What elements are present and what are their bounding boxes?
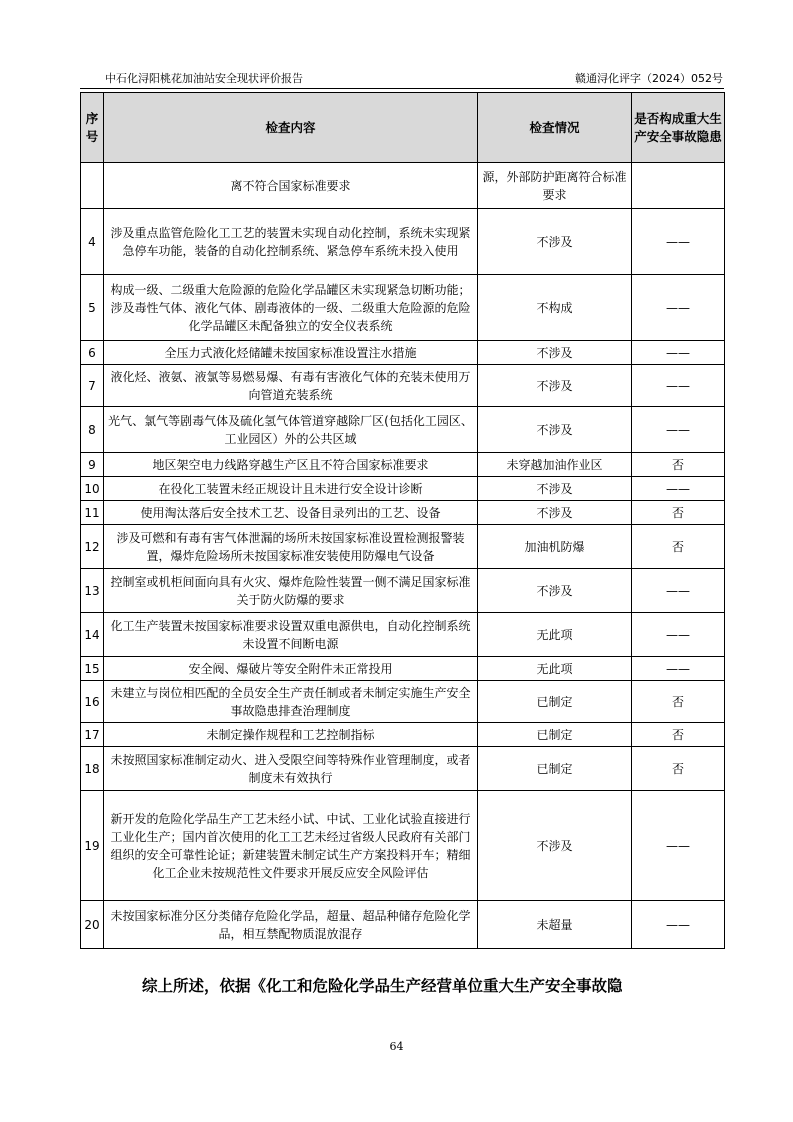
row-content: 安全阀、爆破片等安全附件未正常投用 [104,657,478,681]
row-result: —— [632,341,725,365]
row-status: 已制定 [478,747,632,791]
table-row [81,501,725,525]
table-row [81,365,725,407]
row-number: 18 [81,747,104,791]
table-body [81,163,725,949]
row-content: 涉及重点监管危险化工工艺的装置未实现自动化控制，系统未实现紧急停车功能，装备的自动化控制系统、紧急停车系统未投入使用 [104,209,478,275]
row-number: 5 [81,275,104,341]
row-number: 13 [81,569,104,613]
table-row [81,163,725,209]
col-header-status: 检查情况 [478,93,632,163]
row-status: 加油机防爆 [478,525,632,569]
row-result: —— [632,407,725,453]
row-content: 未制定操作规程和工艺控制指标 [104,723,478,747]
row-status: 不涉及 [478,209,632,275]
row-number: 9 [81,453,104,477]
row-status: 不涉及 [478,501,632,525]
table-row [81,453,725,477]
inspection-table [80,92,725,949]
row-content: 地区架空电力线路穿越生产区且不符合国家标准要求 [104,453,478,477]
row-number: 4 [81,209,104,275]
table-row [81,275,725,341]
table-row [81,681,725,723]
row-result: 否 [632,723,725,747]
row-content: 光气、氯气等剧毒气体及硫化氢气体管道穿越除厂区(包括化工园区、工业园区）外的公共区域 [104,407,478,453]
table-row [81,657,725,681]
row-number: 11 [81,501,104,525]
row-status: 不涉及 [478,477,632,501]
row-content: 未按国家标准分区分类储存危险化学品，超量、超品种储存危险化学品，相互禁配物质混放混存 [104,901,478,949]
row-content: 涉及可燃和有毒有害气体泄漏的场所未按国家标准设置检测报警装置，爆炸危险场所未按国家标准安装使用防爆电气设备 [104,525,478,569]
table-row [81,613,725,657]
table-row [81,209,725,275]
row-status: 不涉及 [478,365,632,407]
row-number: 10 [81,477,104,501]
table-row [81,747,725,791]
row-result: 否 [632,501,725,525]
table-row [81,407,725,453]
row-status: 源，外部防护距离符合标准要求 [478,163,632,209]
row-result [632,163,725,209]
conclusion-text: 综上所述，依据《化工和危险化学品生产经营单位重大生产安全事故隐 [142,976,623,995]
col-header-result: 是否构成重大生产安全事故隐患 [632,93,725,163]
table-row [81,901,725,949]
row-content: 使用淘汰落后安全技术工艺、设备目录列出的工艺、设备 [104,501,478,525]
page-number: 64 [389,1040,404,1053]
row-number: 15 [81,657,104,681]
row-status: 未穿越加油作业区 [478,453,632,477]
row-content: 液化烃、液氨、液氯等易燃易爆、有毒有害液化气体的充装未使用万向管道充装系统 [104,365,478,407]
row-number: 20 [81,901,104,949]
row-result: 否 [632,681,725,723]
row-status: 不涉及 [478,407,632,453]
row-number: 16 [81,681,104,723]
row-result: —— [632,569,725,613]
row-number: 8 [81,407,104,453]
report-code: 赣通浔化评字（2024）052号 [575,72,723,85]
row-content: 新开发的危险化学品生产工艺未经小试、中试、工业化试验直接进行工业化生产；国内首次使用的化工工艺未经过省级人民政府有关部门组织的安全可靠性论证；新建装置未制定试生产方案投料开车；精细化工企业未按规范性文件要求开展反应安全风险评估 [104,791,478,901]
row-status: 不构成 [478,275,632,341]
col-header-no: 序号 [81,93,104,163]
row-result: 否 [632,525,725,569]
row-result: 否 [632,453,725,477]
row-status: 无此项 [478,657,632,681]
row-number: 6 [81,341,104,365]
row-content: 未按照国家标准制定动火、进入受限空间等特殊作业管理制度，或者制度未有效执行 [104,747,478,791]
row-content: 全压力式液化烃储罐未按国家标准设置注水措施 [104,341,478,365]
row-result: —— [632,209,725,275]
row-number: 17 [81,723,104,747]
table-header-row [81,93,725,163]
row-result: —— [632,657,725,681]
row-status: 未超量 [478,901,632,949]
row-number: 19 [81,791,104,901]
table-row [81,723,725,747]
row-status: 无此项 [478,613,632,657]
table-row [81,525,725,569]
row-status: 不涉及 [478,341,632,365]
row-status: 不涉及 [478,569,632,613]
row-number: 7 [81,365,104,407]
row-result: 否 [632,747,725,791]
col-header-content: 检查内容 [104,93,478,163]
row-number: 12 [81,525,104,569]
row-status: 已制定 [478,723,632,747]
report-title: 中石化浔阳桃花加油站安全现状评价报告 [105,72,303,85]
row-result: —— [632,365,725,407]
header-divider [80,88,724,89]
row-content: 化工生产装置未按国家标准要求设置双重电源供电，自动化控制系统未设置不间断电源 [104,613,478,657]
row-content: 构成一级、二级重大危险源的危险化学品罐区未实现紧急切断功能；涉及毒性气体、液化气体、剧毒液体的一级、二级重大危险源的危险化学品罐区未配备独立的安全仪表系统 [104,275,478,341]
row-result: —— [632,901,725,949]
table-row [81,341,725,365]
table-row [81,791,725,901]
table-row [81,477,725,501]
row-result: —— [632,477,725,501]
row-number: 14 [81,613,104,657]
row-status: 不涉及 [478,791,632,901]
row-content: 未建立与岗位相匹配的全员安全生产责任制或者未制定实施生产安全事故隐患排查治理制度 [104,681,478,723]
row-result: —— [632,275,725,341]
table-row [81,569,725,613]
row-content: 在役化工装置未经正规设计且未进行安全设计诊断 [104,477,478,501]
row-status: 已制定 [478,681,632,723]
page-header [105,70,723,88]
row-result: —— [632,613,725,657]
row-result: —— [632,791,725,901]
row-content: 控制室或机柜间面向具有火灾、爆炸危险性装置一侧不满足国家标准关于防火防爆的要求 [104,569,478,613]
row-content: 离不符合国家标准要求 [104,163,478,209]
row-number [81,163,104,209]
